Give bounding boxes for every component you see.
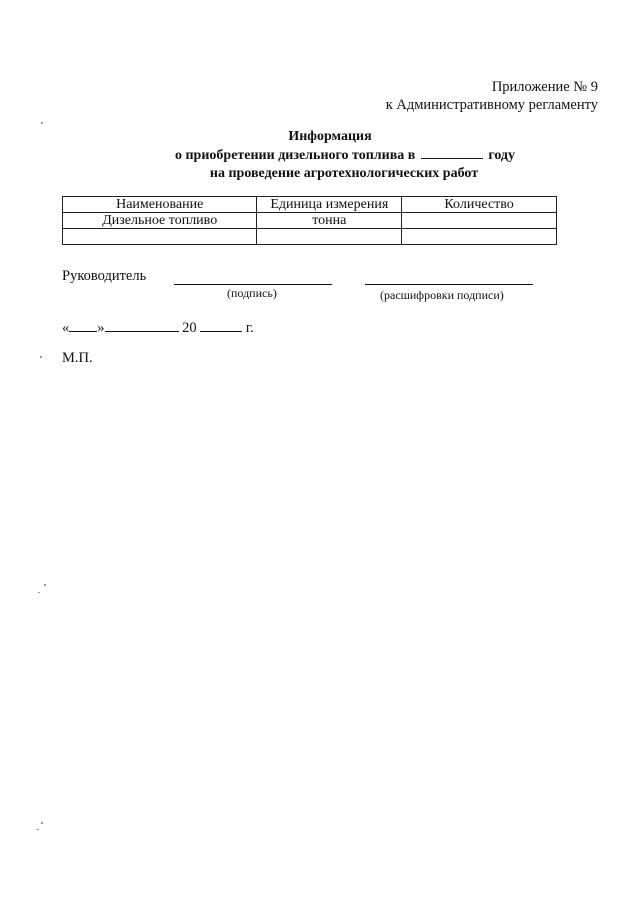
scan-speck	[40, 356, 42, 358]
year-blank	[200, 318, 242, 332]
scan-speck	[41, 822, 43, 824]
document-title	[0, 128, 640, 183]
cell-name: Дизельное топливо	[63, 213, 257, 229]
cell-unit	[257, 229, 402, 245]
scan-speck	[38, 592, 40, 593]
decoding-caption: (расшифровки подписи)	[380, 288, 504, 302]
scan-speck	[37, 829, 39, 830]
table-header-row	[63, 197, 557, 213]
stamp-place: М.П.	[62, 350, 93, 366]
title-heading: Информация	[288, 129, 372, 144]
scan-speck	[44, 584, 46, 586]
cell-quantity	[402, 229, 557, 245]
scan-speck	[41, 122, 43, 124]
open-quote: «	[62, 320, 70, 336]
header-name: Наименование	[63, 197, 257, 213]
table-row	[63, 213, 557, 229]
title-year-word: году	[488, 148, 516, 163]
signer-role: Руководитель	[62, 268, 147, 284]
appendix-number: Приложение № 9	[491, 79, 598, 95]
month-blank	[105, 318, 179, 332]
header-unit: Единица измерения	[257, 197, 402, 213]
appendix-reference	[386, 78, 598, 114]
table-row	[63, 229, 557, 245]
title-subject	[0, 146, 640, 165]
title-purpose: на проведение агротехнологических работ	[209, 166, 479, 181]
cell-unit: тонна	[257, 213, 402, 229]
date-line	[62, 318, 254, 337]
cell-quantity	[402, 213, 557, 229]
close-quote: »	[97, 320, 105, 336]
day-blank	[69, 318, 97, 332]
header-quantity: Количество	[402, 197, 557, 213]
fuel-table	[62, 196, 557, 245]
signature-line	[174, 284, 332, 285]
signature-caption: (подпись)	[227, 286, 277, 300]
century-text: 20	[182, 320, 197, 336]
signature-decoding-line	[365, 284, 533, 285]
year-suffix: г.	[245, 320, 254, 336]
title-subject-text: о приобретении дизельного топлива в	[174, 148, 416, 163]
appendix-regulation: к Административному регламенту	[385, 97, 598, 113]
year-blank	[421, 146, 483, 159]
cell-name	[63, 229, 257, 245]
